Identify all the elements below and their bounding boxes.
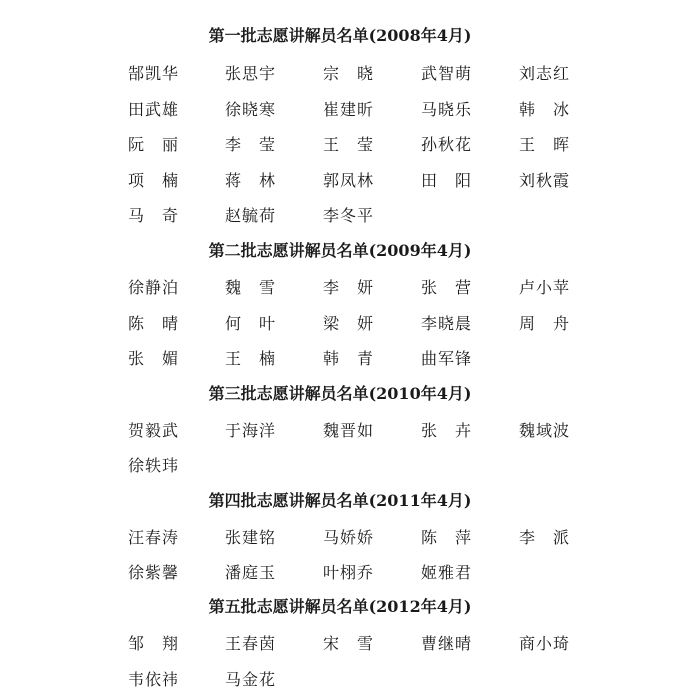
section-heading: 第二批志愿讲解员名单(2009年4月) (208, 241, 472, 260)
volunteer-name: 梁 妍 (323, 314, 375, 333)
volunteer-name: 蒋 林 (225, 171, 277, 190)
volunteer-name: 王 晖 (519, 135, 571, 154)
volunteer-name: 韩 青 (323, 349, 375, 368)
volunteer-name: 陈 萍 (421, 528, 473, 547)
section-heading: 第五批志愿讲解员名单(2012年4月) (208, 597, 472, 616)
volunteer-name: 张 媚 (128, 349, 180, 368)
volunteer-name: 周 舟 (519, 314, 571, 333)
volunteer-name: 孙秋花 (421, 135, 473, 154)
section-heading: 第四批志愿讲解员名单(2011年4月) (208, 491, 472, 510)
volunteer-name: 刘秋霞 (519, 171, 571, 190)
volunteer-name: 汪春涛 (128, 528, 180, 547)
volunteer-name: 马晓乐 (421, 100, 473, 119)
volunteer-name: 徐轶玮 (128, 456, 180, 475)
volunteer-name: 田 阳 (421, 171, 473, 190)
volunteer-name: 刘志红 (519, 64, 571, 83)
volunteer-name: 马娇娇 (323, 528, 375, 547)
volunteer-name: 邹 翔 (128, 634, 180, 653)
section-heading: 第一批志愿讲解员名单(2008年4月) (208, 26, 472, 45)
volunteer-name: 魏晋如 (323, 421, 375, 440)
volunteer-name: 潘庭玉 (225, 563, 277, 582)
volunteer-name: 王春茵 (225, 634, 277, 653)
volunteer-name: 徐晓寒 (225, 100, 277, 119)
volunteer-name: 张 营 (421, 278, 473, 297)
volunteer-name: 卢小苹 (519, 278, 571, 297)
volunteer-name: 李晓晨 (421, 314, 473, 333)
volunteer-name: 张 卉 (421, 421, 473, 440)
volunteer-name: 魏域波 (519, 421, 571, 440)
volunteer-name: 武智萌 (421, 64, 473, 83)
volunteer-name: 魏 雪 (225, 278, 277, 297)
volunteer-name: 韩 冰 (519, 100, 571, 119)
volunteer-name: 姬雅君 (421, 563, 473, 582)
volunteer-name: 宋 雪 (323, 634, 375, 653)
volunteer-name: 郭凤林 (323, 171, 375, 190)
volunteer-name: 曲军锋 (421, 349, 473, 368)
volunteer-name: 商小琦 (519, 634, 571, 653)
volunteer-name: 曹继晴 (421, 634, 473, 653)
volunteer-name: 李 妍 (323, 278, 375, 297)
volunteer-name: 于海洋 (225, 421, 277, 440)
volunteer-name: 马金花 (225, 670, 277, 689)
volunteer-name: 徐静泊 (128, 278, 180, 297)
volunteer-name: 项 楠 (128, 171, 180, 190)
volunteer-name: 王 楠 (225, 349, 277, 368)
volunteer-name: 李 派 (519, 528, 571, 547)
volunteer-name: 贺毅武 (128, 421, 180, 440)
volunteer-name: 李冬平 (323, 206, 375, 225)
section-heading: 第三批志愿讲解员名单(2010年4月) (208, 384, 472, 403)
volunteer-name: 王 莹 (323, 135, 375, 154)
volunteer-name: 崔建昕 (323, 100, 375, 119)
volunteer-name: 阮 丽 (128, 135, 180, 154)
volunteer-name: 徐紫馨 (128, 563, 180, 582)
volunteer-name: 叶栩乔 (323, 563, 375, 582)
volunteer-name: 赵毓荷 (225, 206, 277, 225)
volunteer-name: 韦依祎 (128, 670, 180, 689)
volunteer-name: 马 奇 (128, 206, 180, 225)
volunteer-name: 何 叶 (225, 314, 277, 333)
volunteer-name: 郜凯华 (128, 64, 180, 83)
volunteer-name: 张思宇 (225, 64, 277, 83)
volunteer-name: 张建铭 (225, 528, 277, 547)
volunteer-name: 宗 晓 (323, 64, 375, 83)
volunteer-name: 陈 晴 (128, 314, 180, 333)
volunteer-name: 田武雄 (128, 100, 180, 119)
volunteer-name: 李 莹 (225, 135, 277, 154)
